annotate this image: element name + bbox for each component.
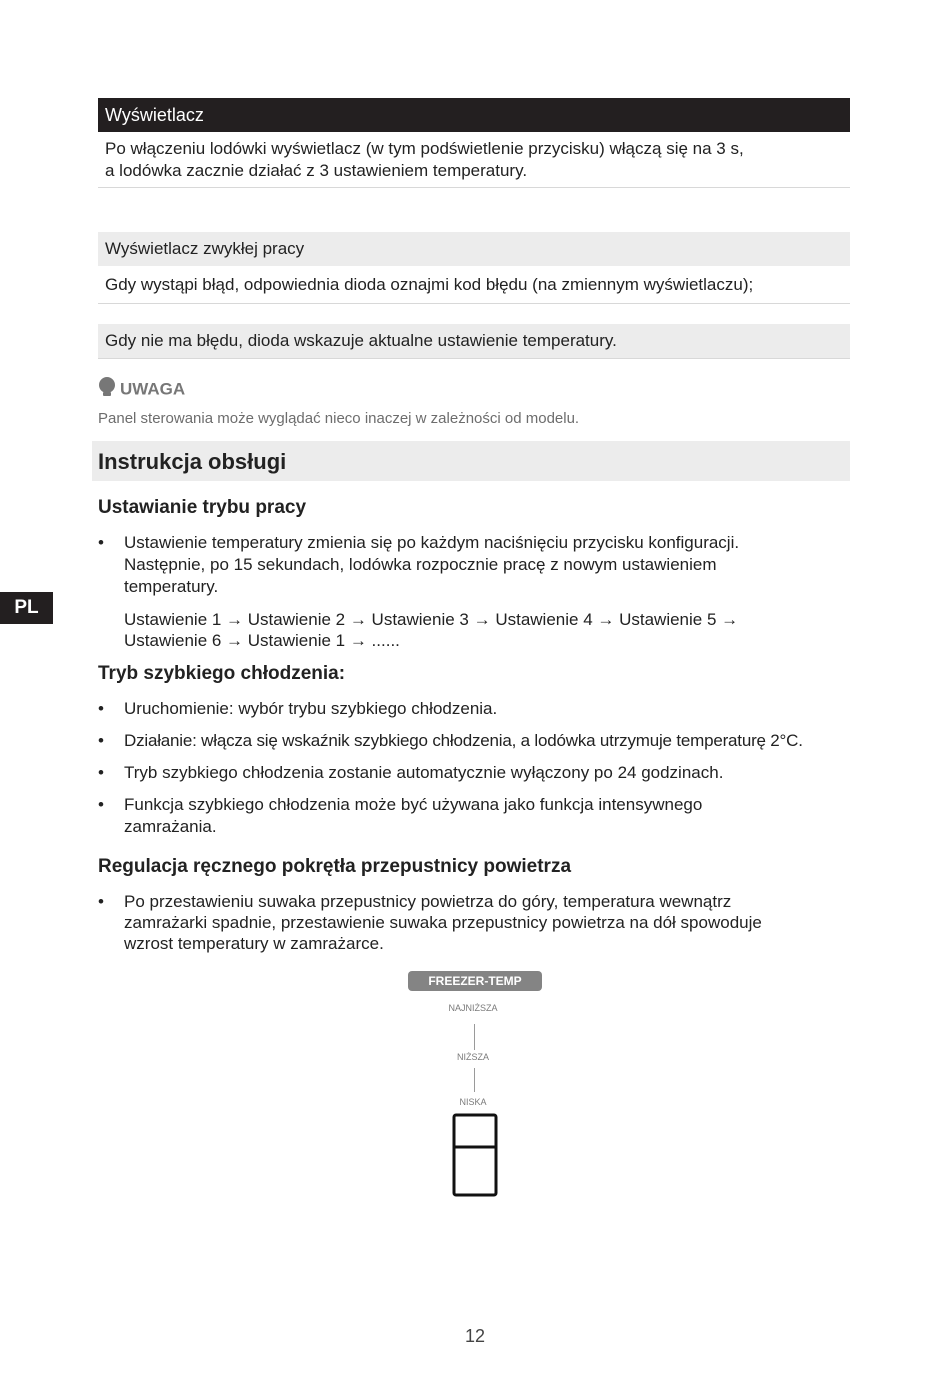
mode-line2: Następnie, po 15 sekundach, lodówka rozpocznie pracę z nowym ustawieniem xyxy=(124,555,717,574)
note-text: Panel sterowania może wyglądać nieco inaczej w zależności od modelu. xyxy=(98,410,580,427)
connector-line xyxy=(474,1024,475,1050)
connector-line xyxy=(474,1068,475,1092)
fast-cool-b2: Działanie: włącza się wskaźnik szybkiego chłodzenia, a lodówka utrzymuje temperaturę 2°C. xyxy=(124,731,803,750)
divider xyxy=(98,358,850,359)
mode-line3: temperatury. xyxy=(124,577,219,596)
freezer-temp-label: FREEZER-TEMP xyxy=(408,971,542,991)
list-item xyxy=(98,730,850,752)
table-row-error: Gdy wystąpi błąd, odpowiednia dioda oznajmi kod błędu (na zmiennym wyświetlaczu); xyxy=(105,275,754,294)
damper-line1: Po przestawieniu suwaka przepustnicy powietrza do góry, temperatura wewnątrz xyxy=(124,892,732,911)
section-title: Instrukcja obsługi xyxy=(92,441,850,481)
bullet-dot: • xyxy=(98,533,104,552)
display-intro-line2: a lodówka zacznie działać z 3 ustawieniem temperatury. xyxy=(105,161,528,180)
divider xyxy=(98,303,850,304)
mode-line1: Ustawienie temperatury zmienia się po każdym naciśnięciu przycisku konfiguracji. xyxy=(124,533,740,552)
level-lower: NIŻSZA xyxy=(456,1052,489,1062)
fast-cool-heading: Tryb szybkiego chłodzenia: xyxy=(98,663,346,684)
fast-cool-b3: Tryb szybkiego chłodzenia zostanie automatycznie wyłączony po 24 godzinach. xyxy=(124,763,724,782)
language-tab: PL xyxy=(0,592,53,624)
bullet-dot: • xyxy=(98,731,104,750)
fast-cool-b1: Uruchomienie: wybór trybu szybkiego chłodzenia. xyxy=(124,699,498,718)
display-heading: Wyświetlacz xyxy=(98,98,850,132)
level-low: NISKA xyxy=(459,1097,487,1107)
display-intro-line1: Po włączeniu lodówki wyświetlacz (w tym podświetlenie przycisku) włączą się na 3 s, xyxy=(105,139,744,158)
bullet-dot: • xyxy=(98,763,104,782)
table-row-header: Wyświetlacz zwykłej pracy xyxy=(98,232,850,266)
bullet-dot: • xyxy=(98,699,104,718)
mode-sequence-line2: Ustawienie 6 → Ustawienie 1 → ...... xyxy=(124,631,400,650)
fast-cool-b4-line2: zamrażania. xyxy=(124,817,217,836)
fridge-icon xyxy=(452,1113,498,1197)
table-row-normal: Gdy nie ma błędu, dioda wskazuje aktualne ustawienie temperatury. xyxy=(98,324,850,358)
lightbulb-icon xyxy=(98,377,116,403)
mode-sequence-line1: Ustawienie 1 → Ustawienie 2 → Ustawienie 3 → Ustawienie 4 → Ustawienie 5 → xyxy=(124,610,739,629)
list-item xyxy=(98,891,850,955)
page-number: 12 xyxy=(464,1326,486,1346)
damper-line2: zamrażarki spadnie, przestawienie suwaka przepustnicy powietrza na dół spowoduje xyxy=(124,913,762,932)
fast-cool-b4-line1: Funkcja szybkiego chłodzenia może być używana jako funkcja intensywnego xyxy=(124,795,703,814)
bullet-dot: • xyxy=(98,795,104,814)
damper-heading: Regulacja ręcznego pokrętła przepustnicy powietrza xyxy=(98,856,572,877)
divider xyxy=(98,187,850,188)
list-item xyxy=(98,794,850,838)
damper-line3: wzrost temperatury w zamrażarce. xyxy=(124,934,384,953)
list-item xyxy=(98,532,850,650)
note-title-text: UWAGA xyxy=(120,379,186,399)
mode-heading: Ustawianie trybu pracy xyxy=(98,497,307,518)
list-item xyxy=(98,698,850,720)
note-title xyxy=(98,377,185,399)
list-item xyxy=(98,762,850,784)
bullet-dot: • xyxy=(98,892,104,911)
level-lowest: NAJNIŻSZA xyxy=(448,1003,498,1013)
